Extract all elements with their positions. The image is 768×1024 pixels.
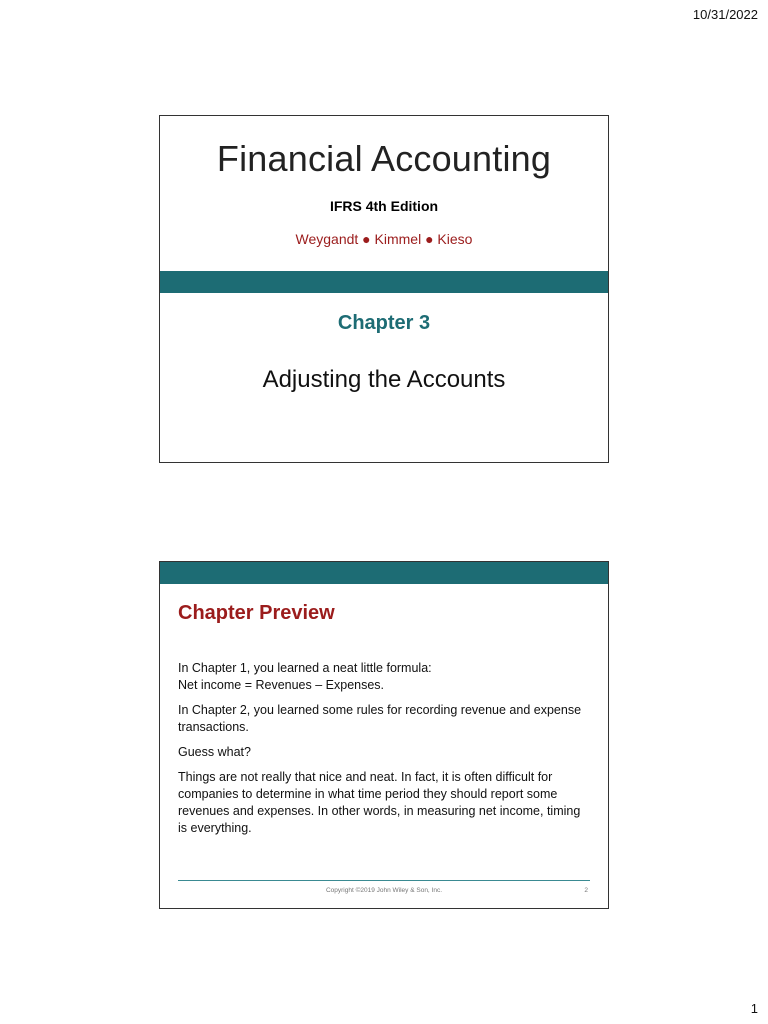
slide-title: Financial Accounting xyxy=(216,138,552,179)
teal-header-band xyxy=(160,562,608,584)
preview-heading: Chapter Preview xyxy=(178,602,335,624)
chapter-label: Chapter 3 xyxy=(337,312,431,334)
copyright-notice: Copyright ©2019 John Wiley & Son, Inc. xyxy=(325,887,443,894)
slide-number: 2 xyxy=(584,887,588,894)
body-paragraph: Things are not really that nice and neat. In fact, it is often difficult for companies to determine in what time period they should report some revenues and expenses. In other words, in measuring net income, timing is everything. xyxy=(178,770,581,835)
print-date: 10/31/2022 xyxy=(692,7,758,22)
title-slide xyxy=(159,115,609,463)
body-paragraph xyxy=(178,660,590,694)
page-number: 1 xyxy=(750,1001,758,1016)
body-paragraph: Guess what? xyxy=(178,745,251,759)
preview-body xyxy=(178,660,590,845)
chapter-subtitle: Adjusting the Accounts xyxy=(262,366,506,393)
authors-line: Weygandt ● Kimmel ● Kieso xyxy=(295,231,473,247)
paragraph-line: Net income = Revenues – Expenses. xyxy=(178,678,385,692)
body-paragraph: In Chapter 2, you learned some rules for recording revenue and expense transactions. xyxy=(178,703,582,734)
preview-slide xyxy=(159,561,609,909)
edition-label: IFRS 4th Edition xyxy=(329,198,439,214)
teal-divider-band xyxy=(160,271,608,293)
footer-rule xyxy=(178,880,590,881)
paragraph-line: In Chapter 1, you learned a neat little formula: xyxy=(178,661,432,675)
